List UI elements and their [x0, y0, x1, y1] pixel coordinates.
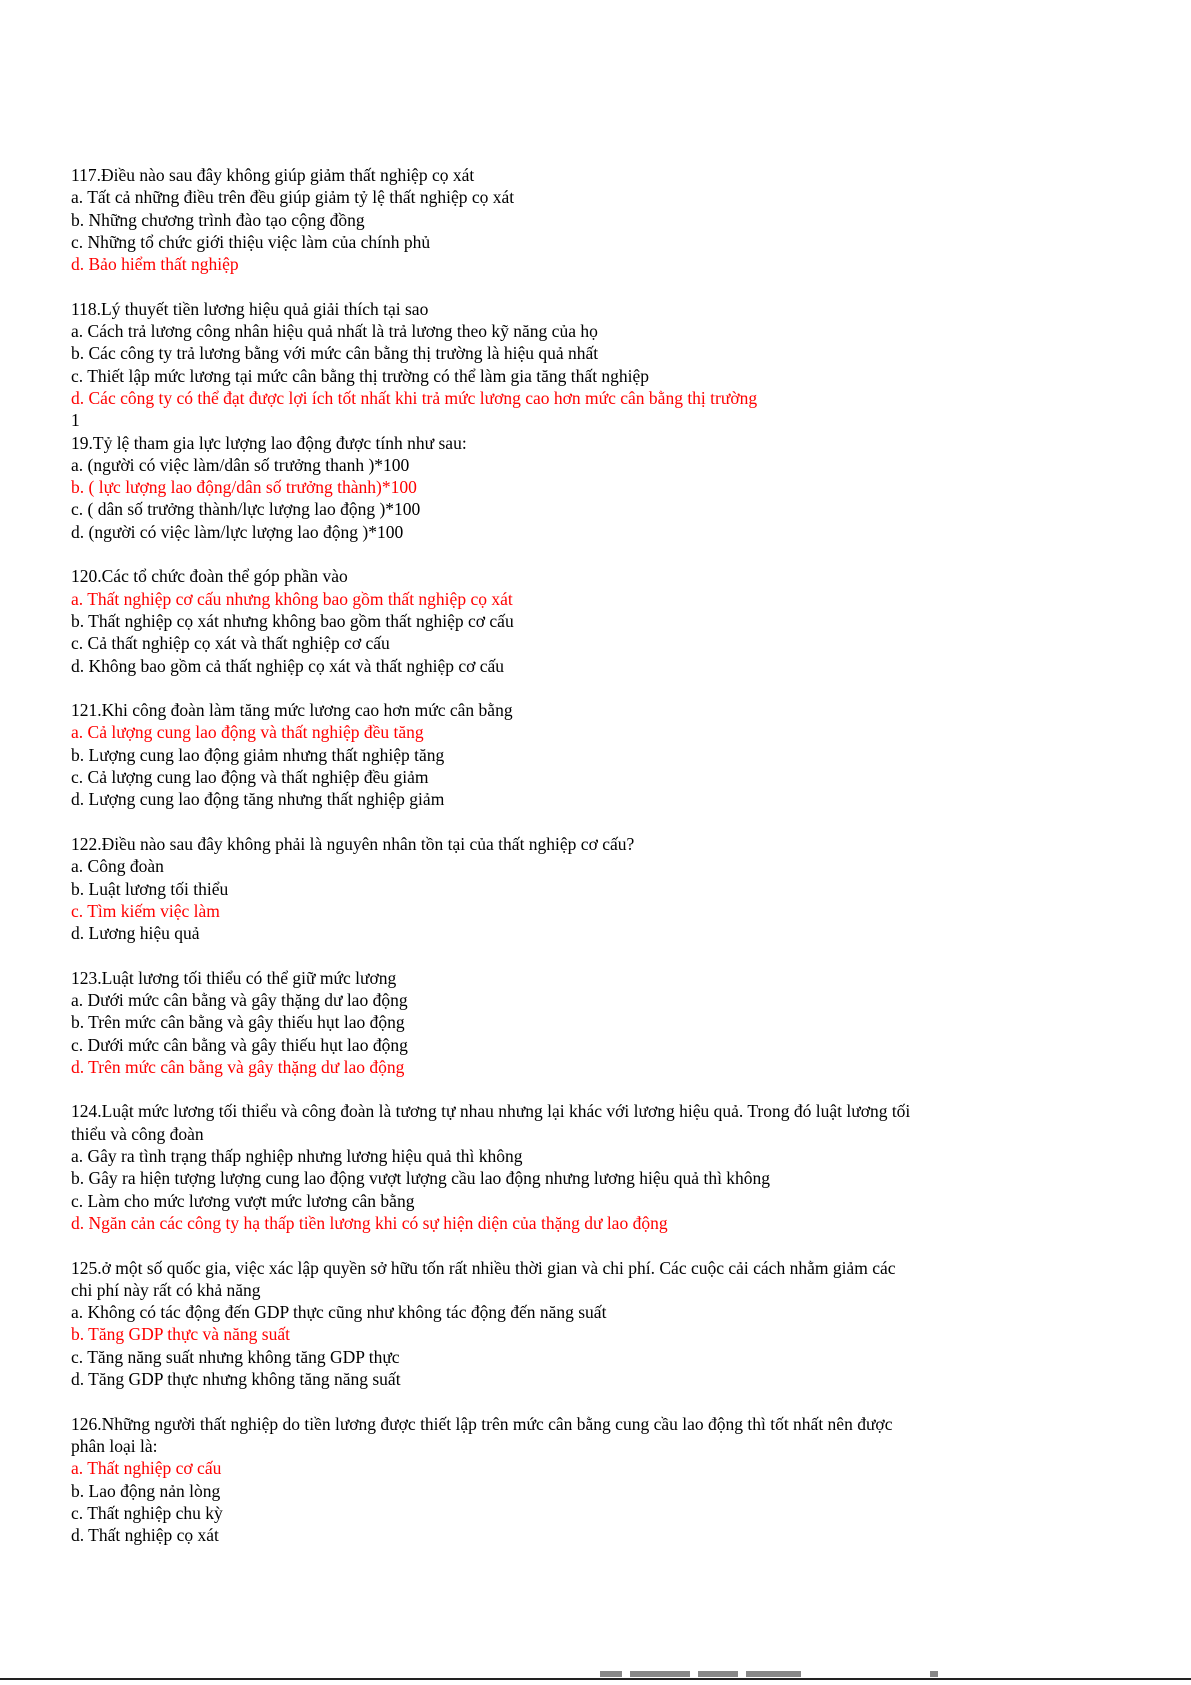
- answer-option: c. Những tổ chức giới thiệu việc làm của chính phủ: [71, 231, 431, 252]
- answer-option: c. Cả lượng cung lao động và thất nghiệp đều giảm: [71, 767, 429, 788]
- answer-option: a. Gây ra tình trạng thấp nghiệp nhưng lương hiệu quả thì không: [71, 1146, 523, 1167]
- question-stem: 121.Khi công đoàn làm tăng mức lương cao hơn mức cân bằng: [71, 700, 513, 721]
- answer-option: b. Thất nghiệp cọ xát nhưng không bao gồm thất nghiệp cơ cấu: [71, 610, 514, 631]
- correct-answer-option: c. Tìm kiếm việc làm: [71, 900, 220, 921]
- question-stem: 124.Luật mức lương tối thiểu và công đoàn là tương tự nhau nhưng lại khác với lương hiệu quả. Trong đó luật lương tối thiểu và công đoàn: [71, 1101, 911, 1144]
- answer-option: b. Những chương trình đào tạo cộng đồng: [71, 209, 365, 230]
- question-block: [71, 1413, 1121, 1547]
- answer-option: a. Cách trả lương công nhân hiệu quả nhất là trả lương theo kỹ năng của họ: [71, 321, 598, 342]
- answer-option: b. Gây ra hiện tượng lượng cung lao động vượt lượng cầu lao động nhưng lương hiệu quả thì không: [71, 1168, 771, 1189]
- question-stem: 118.Lý thuyết tiền lương hiệu quả giải thích tại sao: [71, 298, 429, 319]
- correct-answer-option: a. Thất nghiệp cơ cấu: [71, 1458, 222, 1479]
- question-stem: 123.Luật lương tối thiểu có thể giữ mức lương: [71, 967, 397, 988]
- question-number-fragment: 1: [71, 410, 80, 431]
- question-block: [71, 967, 1121, 1078]
- answer-option: a. Công đoàn: [71, 856, 164, 877]
- question-block: [71, 1257, 1121, 1391]
- answer-option: d. Không bao gồm cả thất nghiệp cọ xát và thất nghiệp cơ cấu: [71, 655, 505, 676]
- answer-option: c. ( dân số trưởng thành/lực lượng lao động )*100: [71, 499, 421, 520]
- question-stem: 126.Những người thất nghiệp do tiền lương được thiết lập trên mức cân bằng cung cầu lao động thì tốt nhất nên được phân loại là:: [71, 1413, 893, 1456]
- answer-option: b. Luật lương tối thiểu: [71, 878, 229, 899]
- question-block: [71, 409, 1121, 543]
- question-block: [71, 699, 1121, 810]
- correct-answer-option: d. Các công ty có thể đạt được lợi ích tốt nhất khi trả mức lương cao hơn mức cân bằng thị trường: [71, 387, 758, 408]
- answer-option: d. (người có việc làm/lực lượng lao động )*100: [71, 521, 404, 542]
- answer-option: c. Thất nghiệp chu kỳ: [71, 1502, 223, 1523]
- correct-answer-option: d. Trên mức cân bằng và gây thặng dư lao động: [71, 1056, 405, 1077]
- page-bottom-rule: [0, 1678, 1191, 1680]
- answer-option: d. Tăng GDP thực nhưng không tăng năng suất: [71, 1369, 401, 1390]
- answer-option: c. Làm cho mức lương vượt mức lương cân bằng: [71, 1190, 415, 1211]
- correct-answer-option: a. Thất nghiệp cơ cấu nhưng không bao gồm thất nghiệp cọ xát: [71, 588, 513, 609]
- page-footer-artifact: [600, 1671, 940, 1679]
- question-stem: 19.Tỷ lệ tham gia lực lượng lao động được tính như sau:: [71, 432, 467, 453]
- correct-answer-option: a. Cả lượng cung lao động và thất nghiệp đều tăng: [71, 722, 424, 743]
- answer-option: a. Không có tác động đến GDP thực cũng như không tác động đến năng suất: [71, 1302, 607, 1323]
- answer-option: a. Dưới mức cân bằng và gây thặng dư lao động: [71, 989, 408, 1010]
- question-stem: 125.ở một số quốc gia, việc xác lập quyền sở hữu tốn rất nhiều thời gian và chi phí. Các cuộc cải cách nhằm giảm các chi phí này rất có khả năng: [71, 1257, 896, 1300]
- answer-option: d. Lượng cung lao động tăng nhưng thất nghiệp giảm: [71, 789, 445, 810]
- question-block: [71, 164, 1121, 275]
- question-stem: 122.Điều nào sau đây không phải là nguyên nhân tồn tại của thất nghiệp cơ cấu?: [71, 833, 635, 854]
- answer-option: c. Cả thất nghiệp cọ xát và thất nghiệp cơ cấu: [71, 633, 390, 654]
- answer-option: b. Trên mức cân bằng và gây thiếu hụt lao động: [71, 1012, 405, 1033]
- answer-option: c. Thiết lập mức lương tại mức cân bằng thị trường có thể làm gia tăng thất nghiệp: [71, 365, 650, 386]
- question-block: [71, 833, 1121, 944]
- question-stem: 117.Điều nào sau đây không giúp giảm thất nghiệp cọ xát: [71, 165, 475, 185]
- question-stem: 120.Các tổ chức đoàn thể góp phần vào: [71, 566, 348, 587]
- question-block: [71, 1100, 1121, 1234]
- answer-option: a. (người có việc làm/dân số trưởng thanh )*100: [71, 454, 410, 475]
- correct-answer-option: b. Tăng GDP thực và năng suất: [71, 1324, 290, 1345]
- correct-answer-option: d. Ngăn cản các công ty hạ thấp tiền lương khi có sự hiện diện của thặng dư lao động: [71, 1212, 668, 1233]
- answer-option: b. Các công ty trả lương bằng với mức cân bằng thị trường là hiệu quả nhất: [71, 343, 599, 364]
- question-block: [71, 298, 1121, 409]
- correct-answer-option: b. ( lực lượng lao động/dân số trưởng thành)*100: [71, 477, 417, 498]
- answer-option: d. Lương hiệu quả: [71, 923, 200, 944]
- answer-option: d. Thất nghiệp cọ xát: [71, 1525, 219, 1546]
- question-block: [71, 565, 1121, 676]
- answer-option: b. Lượng cung lao động giảm nhưng thất nghiệp tăng: [71, 744, 445, 765]
- answer-option: a. Tất cả những điều trên đều giúp giảm tỷ lệ thất nghiệp cọ xát: [71, 187, 515, 208]
- correct-answer-option: d. Bảo hiểm thất nghiệp: [71, 254, 239, 275]
- answer-option: b. Lao động nản lòng: [71, 1480, 221, 1501]
- answer-option: c. Dưới mức cân bằng và gây thiếu hụt lao động: [71, 1034, 408, 1055]
- answer-option: c. Tăng năng suất nhưng không tăng GDP thực: [71, 1346, 400, 1367]
- quiz-document: [71, 164, 1121, 1569]
